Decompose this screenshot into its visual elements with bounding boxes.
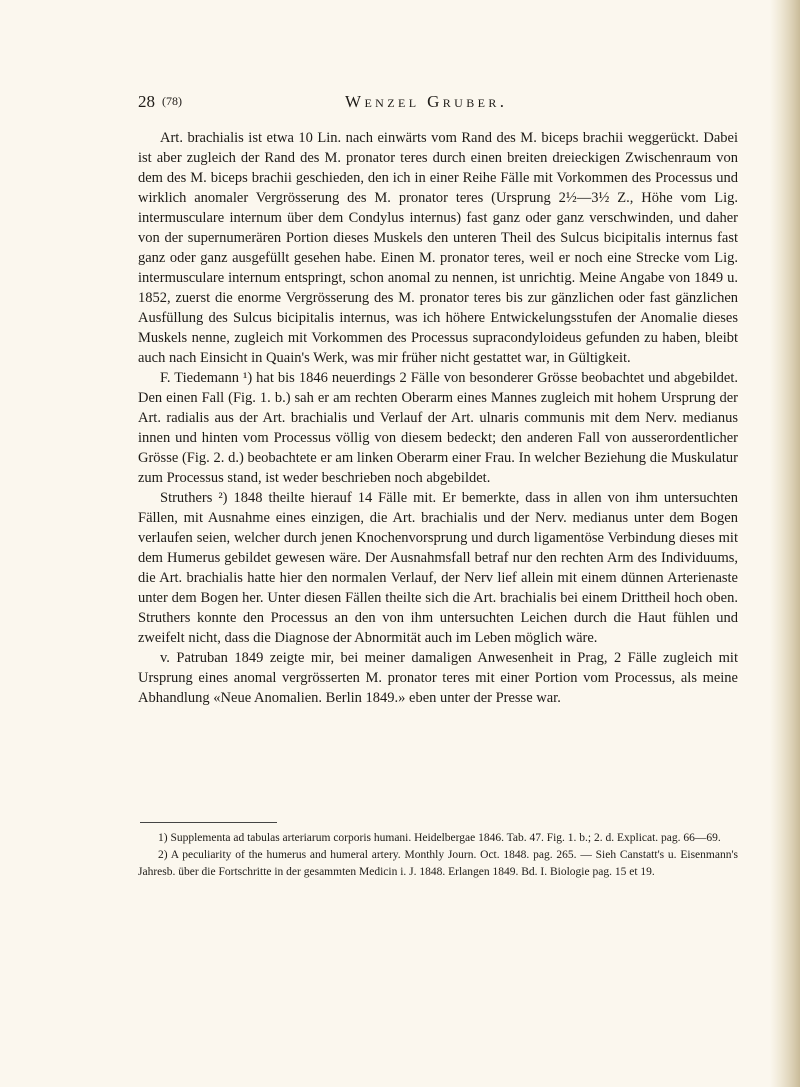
footnote: 2) A peculiarity of the humerus and humeral artery. Monthly Journ. Oct. 1848. pag. 265. — Sieh Canstatt's u. Eisenmann's Jahresb. über die Fortschritte in der gesammten Medicin i. J. 1848. Erlangen 1849. Bd. I. Biologie pag. 15 et 19. bbox=[138, 849, 738, 878]
footnotes bbox=[138, 830, 738, 881]
body-text bbox=[138, 128, 738, 708]
footnote: 1) Supplementa ad tabulas arteriarum corporis humani. Heidelbergae 1846. Tab. 47. Fig. 1. b.; 2. d. Explicat. pag. 66—69. bbox=[158, 832, 721, 844]
page-number: 28 bbox=[138, 92, 155, 111]
page-header bbox=[138, 92, 738, 116]
book-page bbox=[138, 0, 738, 1087]
paragraph: F. Tiedemann ¹) hat bis 1846 neuerdings 2 Fälle von besonderer Grösse beobachtet und abgebildet. Den einen Fall (Fig. 1. b.) sah er am rechten Oberarm eines Mannes zugleich mit hohem Ursprung der Art. radialis aus der Art. brachialis und Verlauf der Art. ulnaris communis mit dem Nerv. medianus innen und hinten vom Processus völlig von diesem bedeckt; den anderen Fall von ausserordentlicher Grösse (Fig. 2. d.) beobachtete er am linken Oberarm einer Frau. In welcher Beziehung die Muskulatur zum Processus stand, ist weder beschrieben noch abgebildet. bbox=[138, 370, 738, 486]
footnote-rule bbox=[140, 822, 277, 823]
paragraph: Art. brachialis ist etwa 10 Lin. nach einwärts vom Rand des M. biceps brachii weggerückt. Dabei ist aber zugleich der Rand des M. pronator teres durch einen breiten dreieckigen Zwischenraum von dem des M. biceps brachii geschieden, den ich in einer Reihe Fälle mit Vorkommen des Processus und wirklich anomaler Vergrösserung des M. pronator teres (Ursprung 2½—3½ Z., Höhe vom Lig. intermusculare internum über dem Condylus internus) fast ganz oder ganz verschwinden, und daher von der supernumerären Portion dieses Muskels den unteren Theil des Sulcus bicipitalis internus fast ganz oder ganz ausgefüllt gesehen habe. Einen M. pronator teres, weil er noch eine Strecke vom Lig. intermusculare internum entspringt, schon anomal zu nennen, ist unrichtig. Meine Angabe von 1849 u. 1852, zuerst die enorme Vergrösserung des M. pronator teres bis zur gänzlichen oder fast gänzlichen Ausfüllung des Sulcus bicipitalis internus, was ich höhere Entwickelungsstufen der Anomalie dieses Muskels nenne, zugleich mit Vorkommen des Processus supracondyloideus gefunden zu haben, bleibt auch nach Einsicht in Quain's Werk, was mir früher nicht gestattet war, in Gültigkeit. bbox=[138, 130, 738, 366]
book-spine-shadow bbox=[770, 0, 800, 1087]
running-title: Wenzel Gruber. bbox=[345, 92, 508, 111]
paragraph: v. Patruban 1849 zeigte mir, bei meiner damaligen Anwesenheit in Prag, 2 Fälle zugleich mit Ursprung eines anomal vergrösserten M. pronator teres mit einer Portion vom Processus, als meine Abhandlung «Neue Anomalien. Berlin 1849.» eben unter der Presse war. bbox=[138, 650, 738, 706]
paragraph: Struthers ²) 1848 theilte hierauf 14 Fälle mit. Er bemerkte, dass in allen von ihm untersuchten Fällen, mit Ausnahme eines einzigen, die Art. brachialis und der Nerv. medianus unter dem Bogen verlaufen seien, welcher durch jenen Knochenvorsprung und durch ligamentöse Verbindung dieses mit dem Humerus gebildet gewesen wäre. Der Ausnahmsfall betraf nur den rechten Arm des Individuums, die Art. brachialis hatte hier den normalen Verlauf, der Nerv lief allein mit einem dünnen Arterienaste unter dem Bogen her. Unter diesen Fällen theilte sich die Art. brachialis bei einem Drittheil hoch oben. Struthers konnte den Processus an den von ihm untersuchten Leichen durch die Haut fühlen und zweifelt nicht, dass die Diagnose der Abnormität auch im Leben möglich wäre. bbox=[138, 490, 738, 646]
page-number-secondary: (78) bbox=[162, 94, 182, 108]
